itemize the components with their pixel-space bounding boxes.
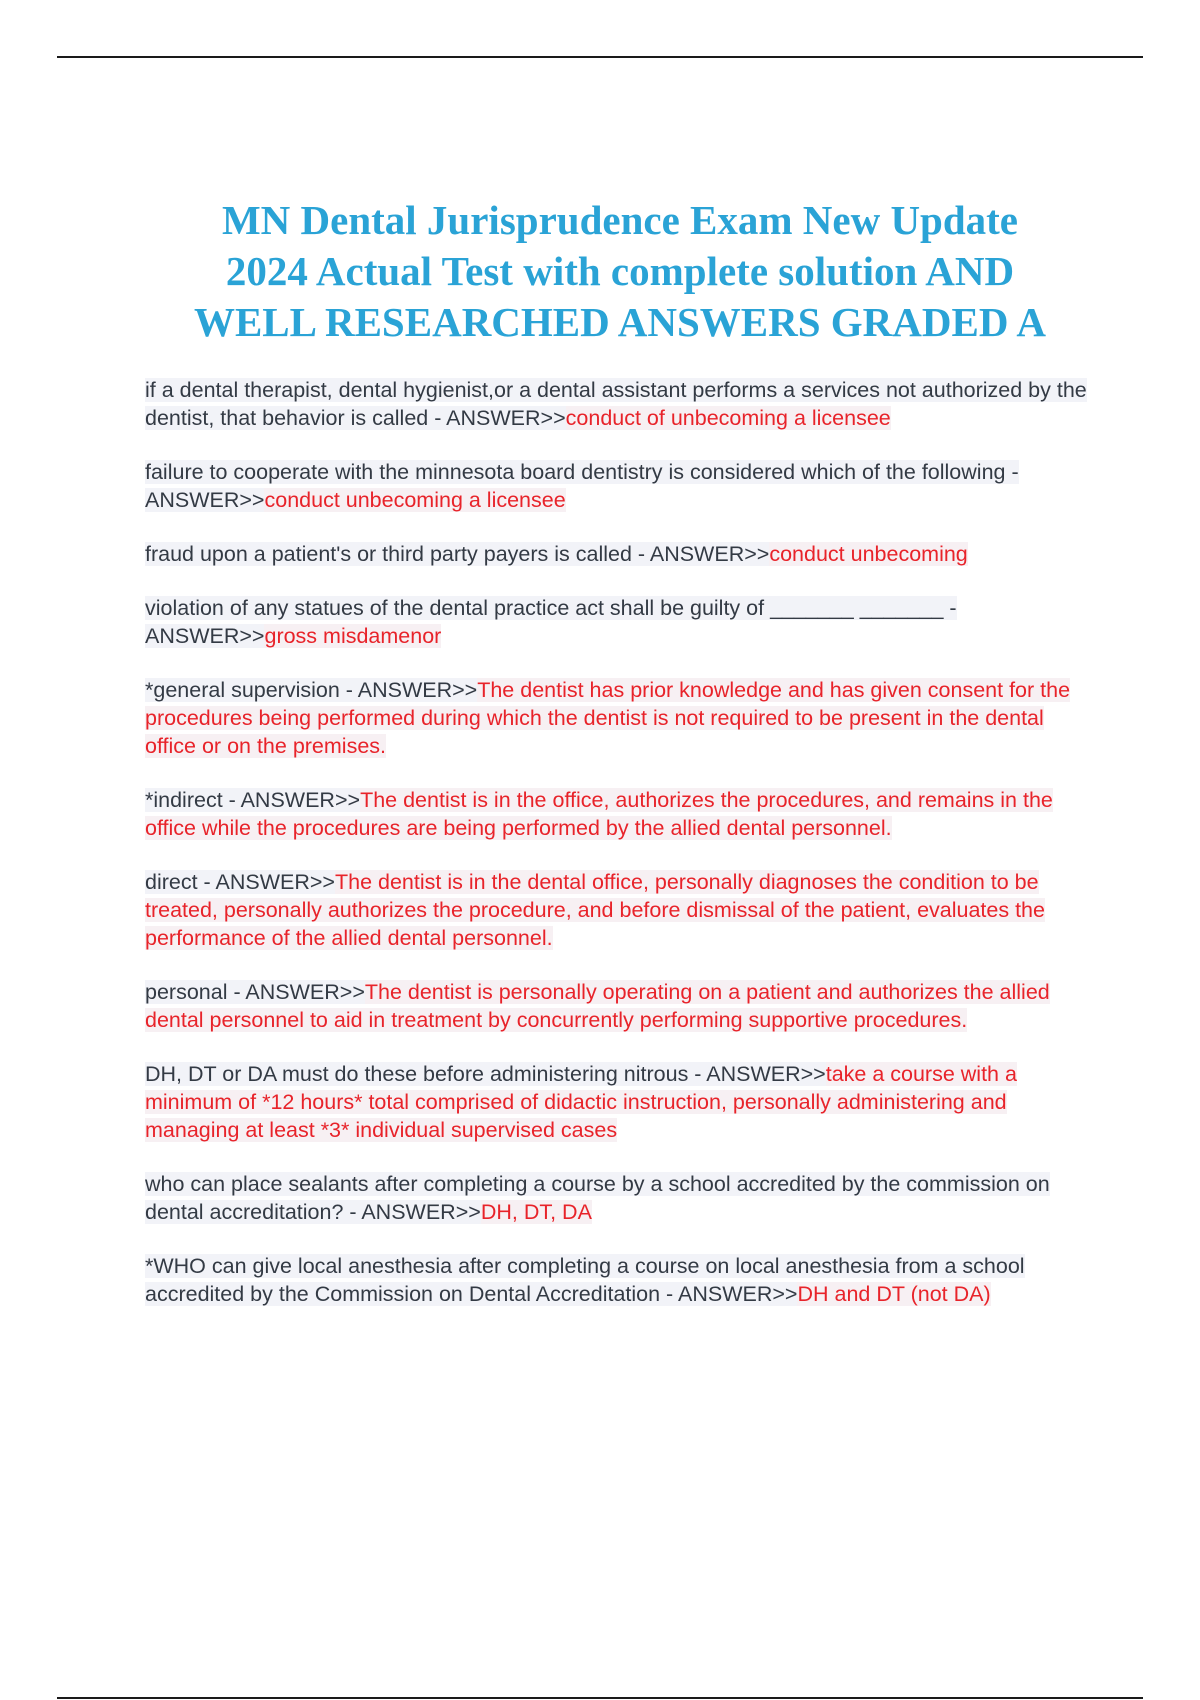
qa-item bbox=[145, 978, 1090, 1034]
qa-item bbox=[145, 1060, 1090, 1144]
answer-text: DH and DT (not DA) bbox=[797, 1282, 991, 1306]
qa-item bbox=[145, 786, 1090, 842]
answer-text: conduct unbecoming a licensee bbox=[264, 488, 566, 512]
answer-text: The dentist is personally operating on a patient and authorizes the allied dental personnel to aid in treatment by concurrently performing supportive procedures. bbox=[145, 980, 1050, 1032]
answer-text: DH, DT, DA bbox=[480, 1200, 592, 1224]
qa-item bbox=[145, 868, 1090, 952]
question-text: fraud upon a patient's or third party payers is called - ANSWER>> bbox=[145, 542, 770, 566]
question-text: direct - ANSWER>> bbox=[145, 870, 335, 894]
answer-text: The dentist is in the office, authorizes the procedures, and remains in the office while the procedures are being performed by the allied dental personnel. bbox=[145, 788, 1053, 840]
qa-item bbox=[145, 458, 1090, 514]
question-text: DH, DT or DA must do these before administering nitrous - ANSWER>> bbox=[145, 1062, 826, 1086]
document-title bbox=[60, 195, 1180, 348]
answer-text: gross misdamenor bbox=[264, 624, 442, 648]
qa-item bbox=[145, 1252, 1090, 1308]
qa-item bbox=[145, 1170, 1090, 1226]
question-text: *general supervision - ANSWER>> bbox=[145, 678, 478, 702]
answer-text: take a course with a minimum of *12 hours* total comprised of didactic instruction, personally administering and managing at least *3* individual supervised cases bbox=[145, 1062, 1017, 1142]
question-text: *WHO can give local anesthesia after completing a course on local anesthesia from a school accredited by the Commission on Dental Accreditation - ANSWER>> bbox=[145, 1254, 1025, 1306]
question-text: who can place sealants after completing a course by a school accredited by the commission on dental accreditation? - ANSWER>> bbox=[145, 1172, 1050, 1224]
top-divider bbox=[57, 56, 1143, 58]
answer-text: The dentist is in the dental office, personally diagnoses the condition to be treated, personally authorizes the procedure, and before dismissal of the patient, evaluates the performance of the allied dental personnel. bbox=[145, 870, 1045, 950]
question-text: violation of any statues of the dental practice act shall be guilty of _______ _______ - ANSWER>> bbox=[145, 596, 957, 648]
question-text: personal - ANSWER>> bbox=[145, 980, 365, 1004]
qa-item bbox=[145, 594, 1090, 650]
qa-item bbox=[145, 676, 1090, 760]
question-text: *indirect - ANSWER>> bbox=[145, 788, 361, 812]
title-line: WELL RESEARCHED ANSWERS GRADED A bbox=[193, 299, 1047, 345]
qa-item bbox=[145, 540, 1090, 568]
question-text: if a dental therapist, dental hygienist,or a dental assistant performs a services not authorized by the dentist, that behavior is called - ANSWER>> bbox=[145, 378, 1087, 430]
answer-text: The dentist has prior knowledge and has given consent for the procedures being performed during which the dentist is not required to be present in the dental office or on the premises. bbox=[145, 678, 1071, 758]
title-line: 2024 Actual Test with complete solution AND bbox=[225, 248, 1015, 294]
qa-item bbox=[145, 376, 1090, 432]
qa-list bbox=[145, 376, 1090, 1334]
title-line: MN Dental Jurisprudence Exam New Update bbox=[221, 197, 1019, 243]
answer-text: conduct of unbecoming a licensee bbox=[565, 406, 891, 430]
question-text: failure to cooperate with the minnesota board dentistry is considered which of the following - ANSWER>> bbox=[145, 460, 1019, 512]
answer-text: conduct unbecoming bbox=[769, 542, 968, 566]
bottom-divider bbox=[57, 1697, 1143, 1699]
